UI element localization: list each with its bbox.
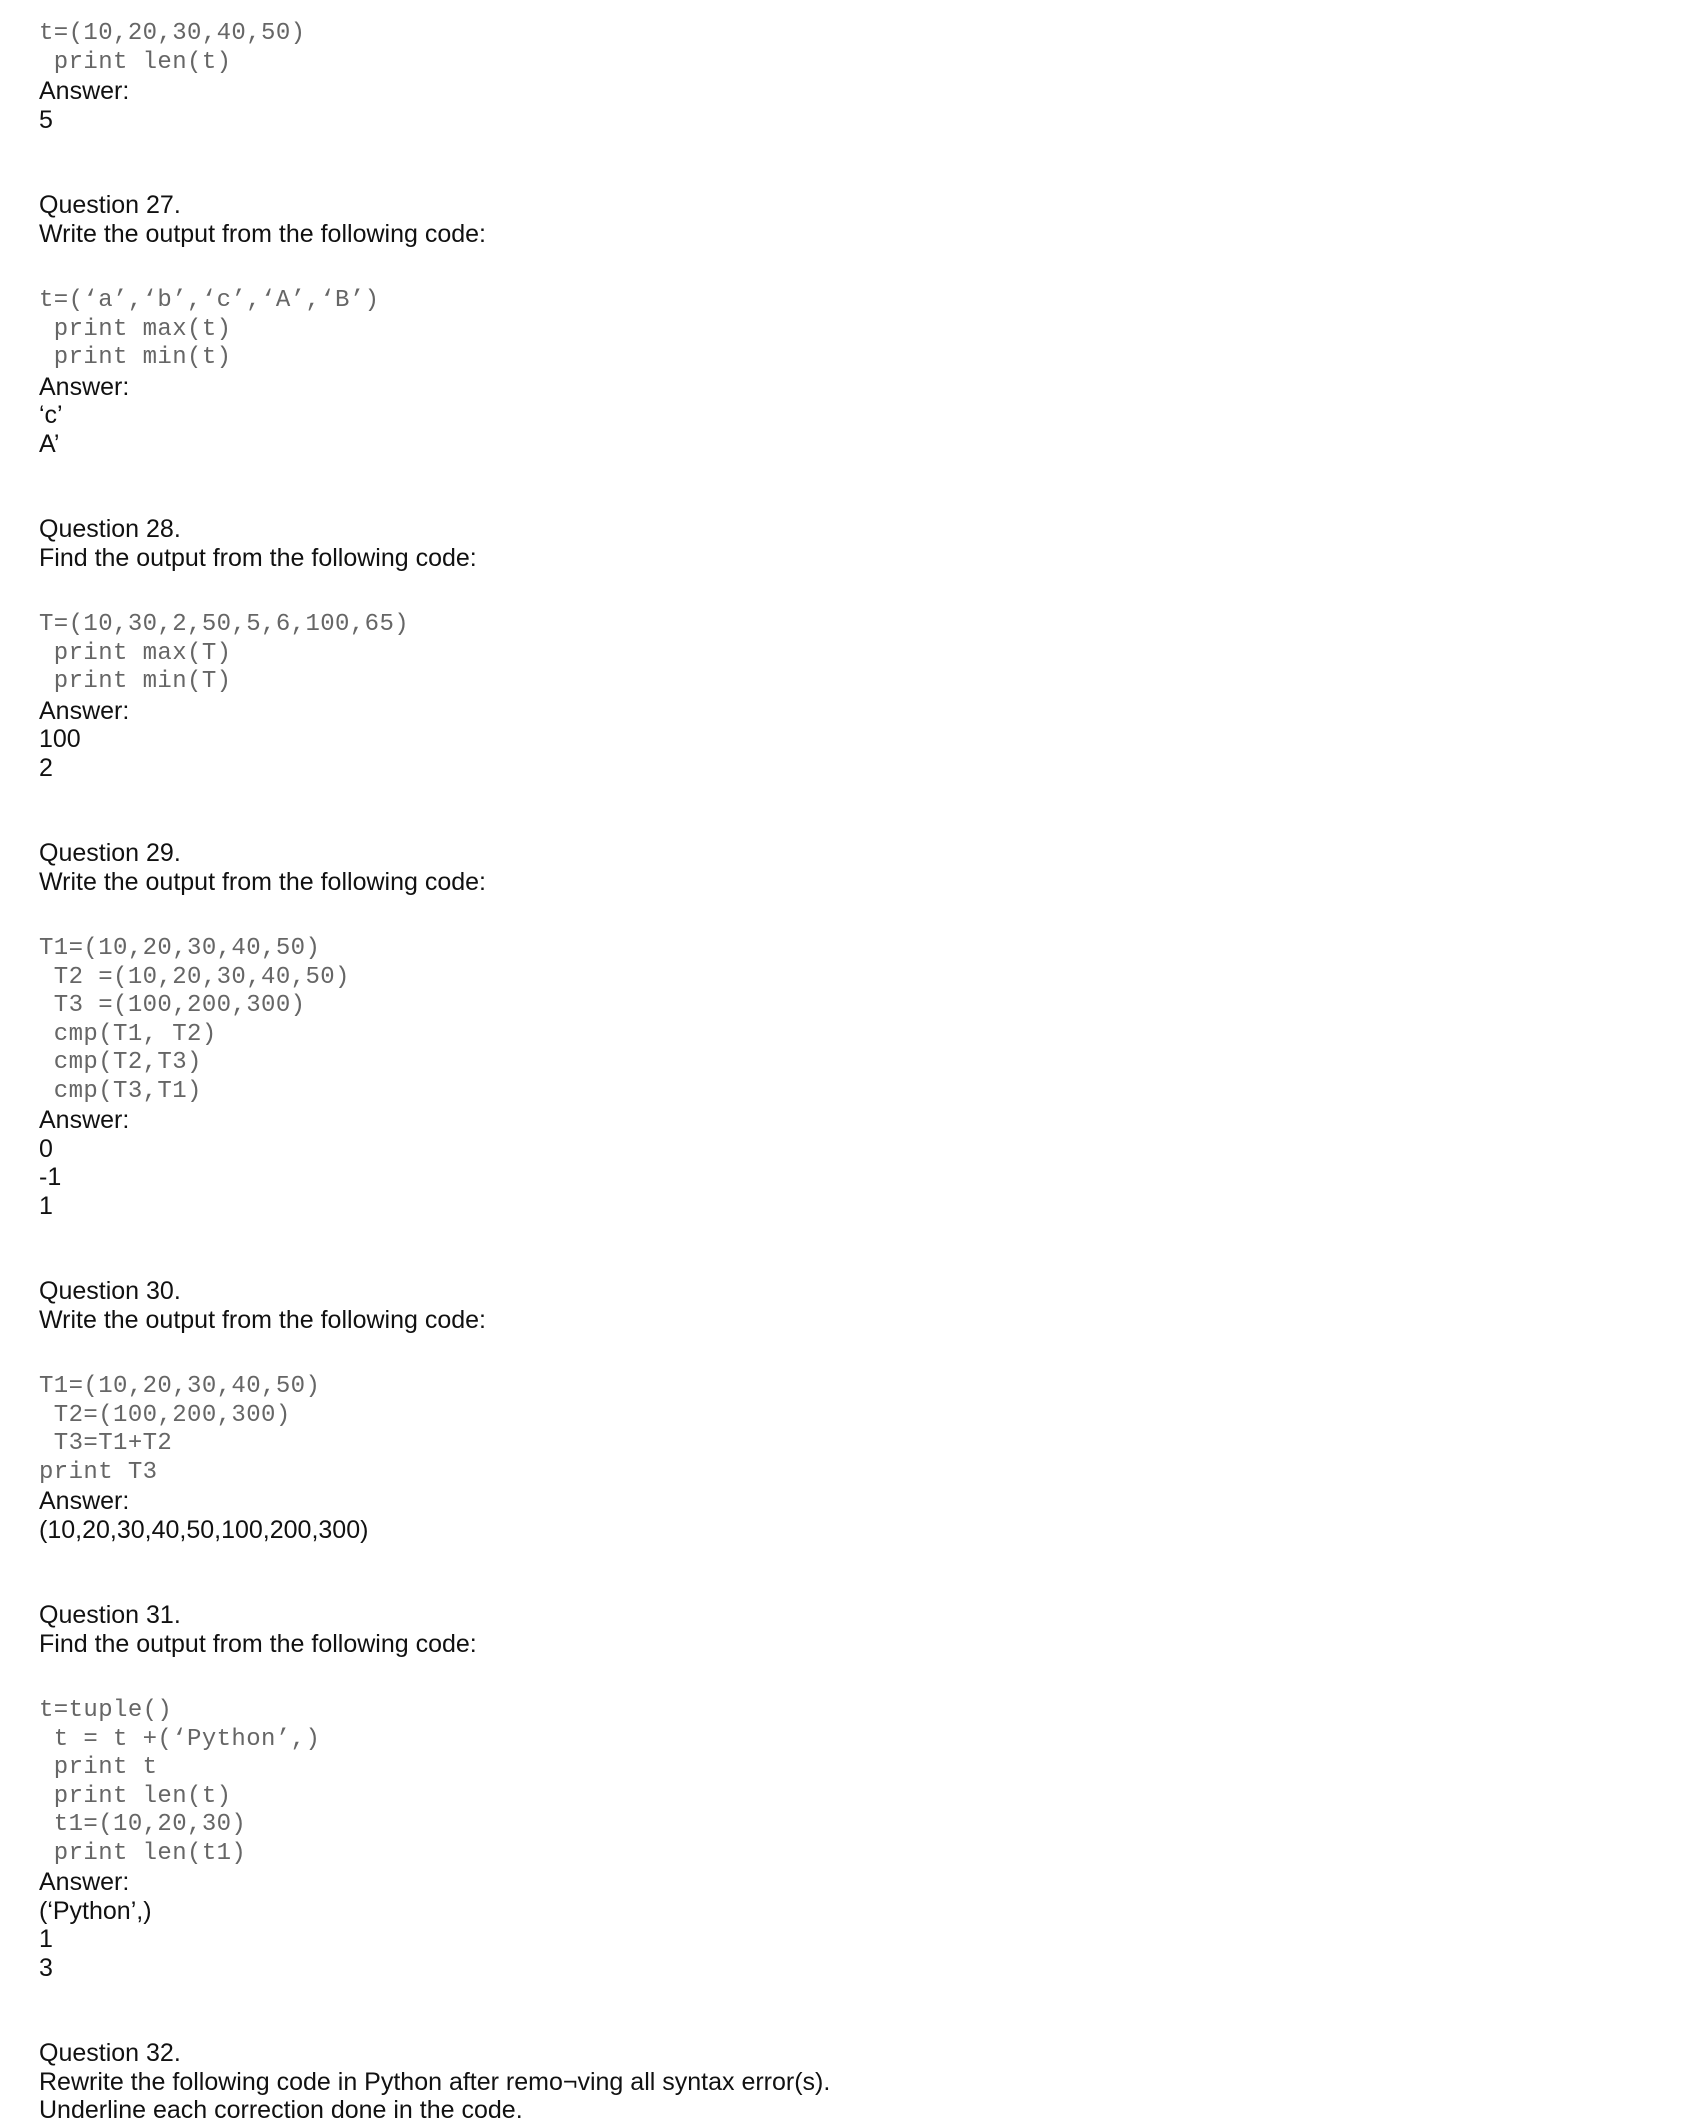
code-line: print len(t1) xyxy=(39,1839,247,1867)
question-number: Question 31. xyxy=(39,1601,181,1629)
question-prompt: Write the output from the following code: xyxy=(39,219,486,248)
answer-line: A’ xyxy=(39,429,60,458)
code-line: t=(‘a’,‘b’,‘c’,‘A’,‘B’) xyxy=(39,287,380,314)
code-line: cmp(T2,T3) xyxy=(39,1049,202,1076)
answer-label: Answer: xyxy=(39,1106,130,1134)
answer-line: (10,20,30,40,50,100,200,300) xyxy=(39,1515,369,1544)
code-line: T3=T1+T2 xyxy=(39,1430,173,1457)
code-line: T1=(10,20,30,40,50) xyxy=(39,1373,321,1400)
answer-label: Answer: xyxy=(39,1487,130,1515)
question-prompt: Write the output from the following code: xyxy=(39,1305,486,1334)
code-line: print len(t) xyxy=(39,48,232,76)
code-line: T2=(100,200,300) xyxy=(39,1401,291,1429)
question-prompt: Write the output from the following code: xyxy=(39,867,486,896)
question-number: Question 28. xyxy=(39,515,181,543)
answer-line: -1 xyxy=(39,1163,62,1191)
code-line: cmp(T1, T2) xyxy=(39,1020,217,1048)
answer-label: Answer: xyxy=(39,77,130,105)
code-line: print T3 xyxy=(39,1458,158,1486)
answer-line: 2 xyxy=(39,753,53,782)
answer-label: Answer: xyxy=(39,1868,130,1896)
code-line: t=(10,20,30,40,50) xyxy=(39,20,306,47)
answer-line: 3 xyxy=(39,1953,53,1982)
answer-label: Answer: xyxy=(39,372,130,401)
question-32 xyxy=(39,2039,1659,2125)
answer-line: 100 xyxy=(39,725,81,753)
intro-block xyxy=(39,20,1659,134)
answer-label: Answer: xyxy=(39,696,130,725)
code-line: print min(t) xyxy=(39,344,232,371)
code-line: T3 =(100,200,300) xyxy=(39,992,306,1019)
question-number: Question 32. xyxy=(39,2039,181,2067)
question-prompt: Underline each correction done in the code. xyxy=(39,2096,523,2124)
code-line: t = t +(‘Python’,) xyxy=(39,1725,321,1753)
answer-line: 5 xyxy=(39,105,53,134)
code-line: print len(t) xyxy=(39,1782,232,1810)
question-31 xyxy=(39,1601,1659,1982)
code-line: T=(10,30,2,50,5,6,100,65) xyxy=(39,611,410,638)
code-line: print t xyxy=(39,1754,158,1781)
question-27 xyxy=(39,191,1659,458)
question-number: Question 27. xyxy=(39,191,181,219)
answer-line: 1 xyxy=(39,1191,53,1220)
question-prompt: Rewrite the following code in Python after remo¬ving all syntax error(s). xyxy=(39,2067,831,2096)
code-line: t1=(10,20,30) xyxy=(39,1811,247,1838)
code-line: print max(t) xyxy=(39,315,232,343)
code-line: t=tuple() xyxy=(39,1697,173,1724)
code-line: print min(T) xyxy=(39,668,232,695)
document-page xyxy=(39,20,1659,2125)
answer-line: 0 xyxy=(39,1134,53,1163)
question-number: Question 29. xyxy=(39,839,181,867)
code-line: T2 =(10,20,30,40,50) xyxy=(39,963,350,991)
question-29 xyxy=(39,839,1659,1220)
answer-line: (‘Python’,) xyxy=(39,1896,152,1925)
answer-line: ‘c’ xyxy=(39,401,63,429)
question-28 xyxy=(39,515,1659,782)
code-line: T1=(10,20,30,40,50) xyxy=(39,935,321,962)
code-line: print max(T) xyxy=(39,639,232,667)
code-line: cmp(T3,T1) xyxy=(39,1077,202,1105)
question-number: Question 30. xyxy=(39,1277,181,1305)
question-prompt: Find the output from the following code: xyxy=(39,1629,477,1658)
answer-line: 1 xyxy=(39,1925,53,1953)
question-30 xyxy=(39,1277,1659,1544)
question-prompt: Find the output from the following code: xyxy=(39,543,477,572)
